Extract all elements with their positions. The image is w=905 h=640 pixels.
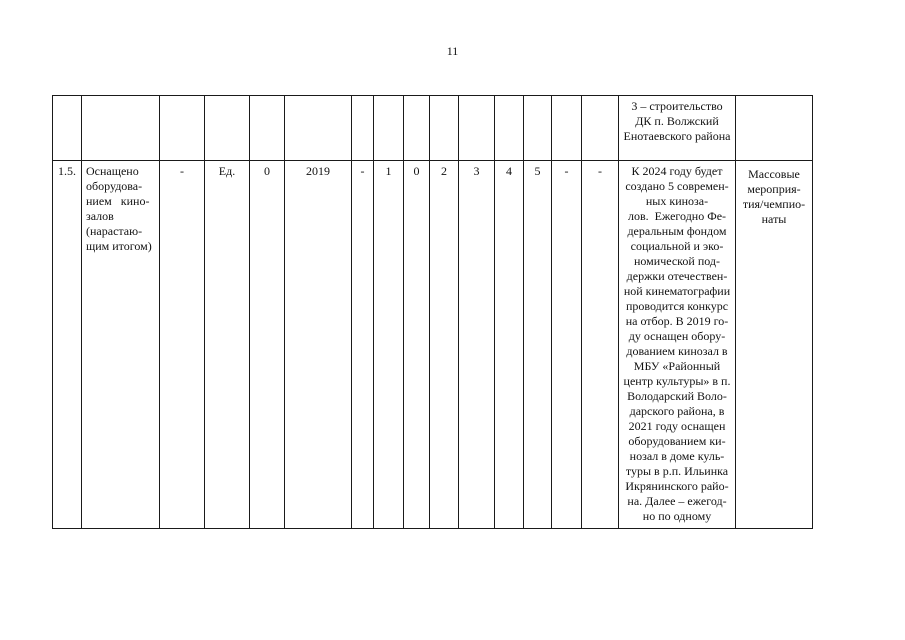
row-number-cell: 1.5. (53, 161, 82, 529)
value-cell: - (352, 161, 374, 529)
event-type-cell (736, 161, 813, 529)
cell-empty (495, 96, 524, 161)
description-line: МБУ «Районный (633, 359, 721, 373)
value-cell: - (552, 161, 582, 529)
base-value-cell: 0 (250, 161, 285, 529)
description-line: на отбор. В 2019 го- (625, 314, 729, 328)
value-cell: 2 (430, 161, 459, 529)
description-line: ной кинематографии (623, 284, 731, 298)
note-line: Енотаевского района (623, 129, 731, 143)
cell-empty (404, 96, 430, 161)
description-line: социальной и эко- (630, 239, 724, 253)
base-year-cell: 2019 (285, 161, 352, 529)
cell-empty (285, 96, 352, 161)
cell-empty (736, 96, 813, 161)
value-cell: 5 (524, 161, 552, 529)
value-cell: 3 (459, 161, 495, 529)
construction-note-cell (619, 96, 736, 161)
value-cell: 0 (404, 161, 430, 529)
description-line: ду оснащен обору- (628, 329, 726, 343)
table-row-1-5 (53, 161, 813, 529)
description-cell (619, 161, 736, 529)
cell-empty (205, 96, 250, 161)
description-line: номической под- (633, 254, 720, 268)
description-line: нозал в доме куль- (629, 449, 725, 463)
description-line: туры в р.п. Ильинка (625, 464, 729, 478)
cell-empty (552, 96, 582, 161)
indicator-name-cell (82, 161, 160, 529)
value-cell: - (582, 161, 619, 529)
name-line: Оснащено (86, 164, 139, 178)
cell-empty (53, 96, 82, 161)
cell-dash: - (160, 161, 205, 529)
table-row-continuation (53, 96, 813, 161)
description-line: деральным фондом (627, 224, 727, 238)
name-line: оборудова- (86, 179, 143, 193)
description-line: но по одному (642, 509, 712, 523)
description-line: дарского района, в (629, 404, 725, 418)
cell-empty (524, 96, 552, 161)
description-line: дованием кинозал в (626, 344, 728, 358)
cell-empty (352, 96, 374, 161)
indicators-table (52, 95, 813, 529)
description-line: Икрянинского райо- (625, 479, 729, 493)
description-line: центр культуры» в п. (623, 374, 731, 388)
cell-empty (82, 96, 160, 161)
event-line: тия/чемпио- (742, 197, 806, 211)
description-line: 2021 году оснащен (628, 419, 726, 433)
description-line: создано 5 современ- (625, 179, 729, 193)
name-line: нием кино- (86, 194, 150, 208)
unit-cell: Ед. (205, 161, 250, 529)
value-cell: 4 (495, 161, 524, 529)
event-line: мероприя- (747, 182, 801, 196)
page-number: 11 (446, 44, 459, 58)
cell-empty (459, 96, 495, 161)
description-line: на. Далее – ежегод- (627, 494, 727, 508)
name-line: (нарастаю- (86, 224, 143, 238)
note-line: 3 – строительство (631, 99, 723, 113)
description-line: держки отечествен- (626, 269, 728, 283)
description-line: ных киноза- (645, 194, 709, 208)
name-line: залов (86, 209, 114, 223)
event-line: Массовые (748, 167, 800, 181)
cell-empty (250, 96, 285, 161)
cell-empty (160, 96, 205, 161)
note-line: ДК п. Волжский (635, 114, 719, 128)
event-line: наты (761, 212, 787, 226)
description-line: проводится конкурс (625, 299, 729, 313)
description-line: лов. Ежегодно Фе- (627, 209, 727, 223)
name-line: щим итогом) (86, 239, 152, 253)
description-line: Володарский Воло- (627, 389, 727, 403)
value-cell: 1 (374, 161, 404, 529)
cell-empty (582, 96, 619, 161)
description-line: К 2024 году будет (631, 164, 723, 178)
cell-empty (430, 96, 459, 161)
cell-empty (374, 96, 404, 161)
description-line: оборудованием ки- (628, 434, 726, 448)
